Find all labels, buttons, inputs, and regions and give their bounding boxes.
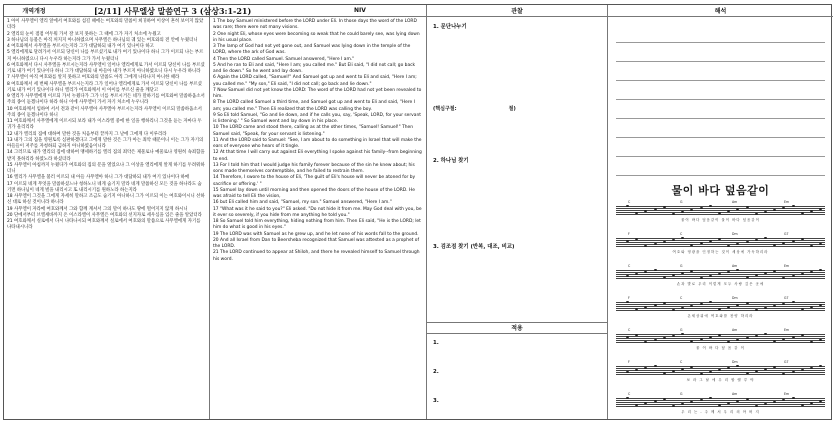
niv-verse: 12 At that time I will carry out against Eli everything I spoke against his family--from beginning to end. xyxy=(213,150,422,162)
music-note xyxy=(755,309,758,311)
music-note xyxy=(709,371,712,373)
music-note xyxy=(718,273,721,275)
music-note xyxy=(700,207,703,209)
music-note xyxy=(700,242,703,244)
chord-symbol: C xyxy=(680,232,683,236)
music-note xyxy=(746,372,749,374)
staff-line xyxy=(616,342,825,343)
korean-verse: 15 사무엘이 아침까지 누웠다가 여호와의 집의 문을 열었으나 그 이상을 엘리에게 알게 하기를 두려워하더니 xyxy=(7,162,205,174)
music-note xyxy=(801,404,804,406)
music-note xyxy=(810,245,813,247)
music-note xyxy=(718,308,721,310)
writing-line xyxy=(616,156,825,157)
niv-verse: 20 And all Israel from Dan to Beersheba recognized that Samuel was attested as a prophet of the LORD. xyxy=(213,237,420,249)
music-note xyxy=(746,337,749,339)
music-note xyxy=(792,205,795,207)
staff-line xyxy=(616,374,825,375)
music-note xyxy=(755,370,758,372)
writing-line xyxy=(616,42,825,43)
music-staff xyxy=(616,302,825,310)
music-note xyxy=(663,276,666,278)
korean-verse: 8 여호와께서 세 번째 사무엘을 부르시는지라 그가 일어나 엘리에게로 가서 이르되 당신이 나를 부르셨기로 내가 여기 있나이다 하니 엘리가 여호와께서 이 아이를 부르신 줄을 깨닫고 xyxy=(7,81,202,93)
staff-line xyxy=(616,244,825,245)
niv-verse: 8 The LORD called Samuel a third time, and Samuel got up and went to Eli and said, "Here I am; you called me." Then Eli realized that the LORD was calling the boy. xyxy=(213,100,415,112)
observation-header: 관찰 xyxy=(427,5,607,17)
niv-verse: 10 The LORD came and stood there, calling as at the other times, "Samuel! Samuel!" Then Samuel said, "Speak, for your servant is listening." xyxy=(213,125,414,137)
korean-verse: 12 내가 엘리의 집에 대하여 말한 것을 처음부터 끝까지 그 날에 그에게 다 이루리라 xyxy=(7,131,167,137)
music-staff xyxy=(616,366,825,374)
chord-symbol: G xyxy=(680,392,683,396)
chord-symbol: G7 xyxy=(784,296,789,300)
music-note xyxy=(810,271,813,273)
korean-verse: 9 엘리가 사무엘에게 이르되 가서 누웠다가 그가 너를 부르시거든 네가 말하기를 여호와여 말씀하옵소서 주의 종이 듣겠나이다 하라 하니 이에 사무엘이 가서 자기 처소에 누우니라 xyxy=(7,94,205,106)
chord-symbol: Em xyxy=(784,328,790,332)
music-note xyxy=(672,405,675,407)
music-note xyxy=(626,301,629,303)
music-note xyxy=(700,373,703,375)
niv-verse: 17 "What was it he said to you?" Eli asked. "Do not hide it from me. May God deal with you, be it ever so severely, if you hide from me anything he told you." xyxy=(213,206,422,218)
lyric-line: 물 이 바 다 덮 음 같 이 xyxy=(696,346,745,350)
music-note xyxy=(764,403,767,405)
music-note xyxy=(755,274,758,276)
application-item-2: 2. xyxy=(433,369,439,375)
music-note xyxy=(764,333,767,335)
chord-symbol: G xyxy=(680,200,683,204)
lyric-line: 보 라 그 날 에 우 리 할 렐 루 야 xyxy=(686,378,755,382)
chord-symbol: G7 xyxy=(784,360,789,364)
chord-symbol: Am xyxy=(732,264,738,268)
chord-symbol: C xyxy=(680,296,683,300)
application-item-1: 1. xyxy=(433,340,439,346)
niv-verse: 21 The LORD continued to appear at Shiloh, and there he revealed himself to Samuel through his word. xyxy=(213,250,420,262)
music-note xyxy=(700,338,703,340)
music-note xyxy=(654,243,657,245)
staff-line xyxy=(616,246,825,247)
music-note xyxy=(700,303,703,305)
staff-line xyxy=(616,338,825,339)
music-note xyxy=(755,213,758,215)
music-note xyxy=(718,404,721,406)
observation-key-verse: (핵심구절: 절) xyxy=(433,106,516,112)
music-note xyxy=(709,397,712,399)
korean-verse: 2 엘리의 눈이 점점 어두워 가서 잘 보지 못하는 그 때에 그가 자기 처소에 누웠고 xyxy=(7,31,161,37)
worksheet-frame xyxy=(3,4,832,420)
music-note xyxy=(626,336,629,338)
niv-verses xyxy=(210,17,426,265)
interpretation-header: 해석 xyxy=(608,5,833,17)
music-note xyxy=(801,238,804,240)
niv-verse: 14 Therefore, I swore to the house of Eli, 'The guilt of Eli's house will never be atoned for by sacrifice or offering.' " xyxy=(213,175,416,187)
chord-symbol: F xyxy=(628,296,630,300)
chord-symbol: C xyxy=(628,200,631,204)
music-note xyxy=(709,205,712,207)
observation-item-paragraphs: 1. 문단나누기 xyxy=(433,24,467,30)
music-note xyxy=(755,239,758,241)
music-note xyxy=(672,335,675,337)
chord-symbol: Am xyxy=(732,200,738,204)
music-note xyxy=(764,211,767,213)
observation-column xyxy=(427,5,608,419)
korean-verse: 14 그러므로 내가 엘리의 집에 대하여 맹세하기를 엘리 집의 죄악은 제물로나 예물로나 영원히 속죄함을 받지 못하리라 하였노라 하셨더라 xyxy=(7,150,205,162)
music-note xyxy=(792,301,795,303)
music-note xyxy=(801,308,804,310)
study-title: [2/11] 사무엘상 말씀연구 3 (삼상3:1-21) xyxy=(94,6,252,16)
chord-symbol: C xyxy=(628,264,631,268)
staff-line xyxy=(616,310,825,311)
music-note xyxy=(654,269,657,271)
writing-line xyxy=(616,80,825,81)
korean-verse: 19 사무엘이 자라매 여호와께서 그와 함께 계셔서 그의 말이 하나도 땅에 떨어지지 않게 하시니 xyxy=(7,206,188,212)
niv-header xyxy=(94,5,426,17)
korean-verse: 5 엘리에게로 달려가서 이르되 당신이 나를 부르셨기로 내가 여기 있나이다 하니 그가 이르되 나는 부르지 아니하였으니 다시 누우라 하는지라 그가 가서 누웠더니 xyxy=(7,50,204,62)
music-note xyxy=(764,237,767,239)
music-note xyxy=(672,213,675,215)
music-note xyxy=(792,336,795,338)
chord-symbol: F xyxy=(628,232,630,236)
lyric-line: 손과 발로 우리 이렇게 모두 사랑 깊은 곳에 xyxy=(676,282,765,286)
chord-symbol: G xyxy=(680,328,683,332)
music-note xyxy=(663,398,666,400)
writing-line xyxy=(616,99,825,100)
staff-line xyxy=(616,278,825,279)
music-note xyxy=(654,304,657,306)
niv-verse: 5 And he ran to Eli and said, "Here I am; you called me." But Eli said, "I did not call; go back and lie down." So he went and lay down. xyxy=(213,62,416,74)
korean-verse: 20 단에서부터 브엘세바까지 온 이스라엘이 사무엘은 여호와의 선지자로 세우심을 입은 줄을 알았더라 xyxy=(7,212,202,218)
niv-verse: 7 Now Samuel did not yet know the LORD: The word of the LORD had not yet been revealed to him. xyxy=(213,87,422,99)
application-item-3: 3. xyxy=(433,398,439,404)
korean-verse: 10 여호와께서 임하여 서서 전과 같이 사무엘아 사무엘아 부르시는지라 사무엘이 이르되 말씀하옵소서 주의 종이 듣겠나이다 하니 xyxy=(7,106,202,118)
niv-verse: 15 Samuel lay down until morning and then opened the doors of the house of the LORD. He was afraid to tell Eli the vision, xyxy=(213,187,415,199)
music-note xyxy=(755,335,758,337)
staff-line xyxy=(616,340,825,341)
chord-symbol: Dm xyxy=(732,296,738,300)
music-note xyxy=(672,309,675,311)
staff-line xyxy=(616,400,825,401)
writing-line xyxy=(616,137,825,138)
music-note xyxy=(672,370,675,372)
chord-symbol: Am xyxy=(732,392,738,396)
music-note xyxy=(626,205,629,207)
lyric-line: 우 리 는 - 주 께 서 우 리 의 아 버 지 xyxy=(681,410,760,414)
music-note xyxy=(709,336,712,338)
niv-verse: 1 The boy Samuel ministered before the LORD under Eli. In those days the word of the LORD was rare; there were not many visions. xyxy=(213,19,417,31)
music-note xyxy=(746,302,749,304)
korean-column xyxy=(4,5,210,419)
music-note xyxy=(700,277,703,279)
writing-line xyxy=(616,175,825,176)
music-note xyxy=(663,302,666,304)
chord-symbol: C xyxy=(680,360,683,364)
chord-symbol: C xyxy=(628,392,631,396)
music-note xyxy=(810,341,813,343)
niv-verse: 11 And the LORD said to Samuel: "See, I am about to do something in Israel that will make the ears of everyone who hears of it tingle. xyxy=(213,137,422,149)
song-title: 물이 바다 덮음같이 xyxy=(671,184,770,197)
music-note xyxy=(718,334,721,336)
music-note xyxy=(746,241,749,243)
staff-line xyxy=(616,366,825,367)
staff-line xyxy=(616,208,825,209)
staff-line xyxy=(616,304,825,305)
music-note xyxy=(709,240,712,242)
korean-verse: 11 여호와께서 사무엘에게 이르시되 보라 내가 이스라엘 중에 한 일을 행하리니 그것을 듣는 자마다 두 귀가 울리리라 xyxy=(7,119,202,131)
music-note xyxy=(663,206,666,208)
chord-symbol: Em xyxy=(784,392,790,396)
music-note xyxy=(810,402,813,404)
staff-line xyxy=(616,402,825,403)
music-note xyxy=(672,274,675,276)
lyric-line: 온세상위에 여호와를 찬양 하리라 xyxy=(687,314,754,318)
music-note xyxy=(663,241,666,243)
staff-line xyxy=(616,214,825,215)
korean-verse: 3 하나님의 등불은 아직 꺼지지 아니하였으며 사무엘은 하나님의 궤 있는 여호와의 전 안에 누웠더니 xyxy=(7,37,198,43)
music-note xyxy=(792,371,795,373)
niv-verse: 6 Again the LORD called, "Samuel!" And Samuel got up and went to Eli and said, "Here I am; you called me." "My son," Eli said, "I did not call; go back and lie down." xyxy=(213,75,417,87)
korean-verse: 6 여호와께서 다시 사무엘을 부르시는지라 사무엘이 일어나 엘리에게로 가서 이르되 당신이 나를 부르셨기로 내가 여기 있나이다 하니 그가 대답하되 내 아들아 내가 부르지 아니하였으니 다시 누우라 하니라 xyxy=(7,62,205,74)
music-note xyxy=(709,275,712,277)
music-note xyxy=(792,275,795,277)
niv-verse: 9 So Eli told Samuel, "Go and lie down, and if he calls you, say, 'Speak, LORD, for your servant is listening.' " So Samuel went and lay down in his place. xyxy=(213,112,421,124)
music-note xyxy=(792,397,795,399)
korean-verse: 1 아이 사무엘이 엘리 앞에서 여호와를 섬길 때에는 여호와의 말씀이 희귀하여 이상이 흔히 보이지 않았더라 xyxy=(7,19,204,31)
music-note xyxy=(654,208,657,210)
music-note xyxy=(654,400,657,402)
niv-verse: 13 For I told him that I would judge his family forever because of the sin he knew about; his sons made themselves contemptible, and he failed to restrain them. xyxy=(213,162,415,174)
music-note xyxy=(810,210,813,212)
music-staff xyxy=(616,270,825,278)
music-note xyxy=(709,301,712,303)
niv-version-label: NIV xyxy=(354,7,366,14)
music-staff xyxy=(616,238,825,246)
observation-item-find-god: 2. 하나님 찾기 xyxy=(433,158,469,164)
music-note xyxy=(746,398,749,400)
music-note xyxy=(764,307,767,309)
music-staff xyxy=(616,398,825,406)
music-note xyxy=(764,272,767,274)
korean-verse: 13 내가 그의 집을 영원토록 심판하겠다고 그에게 말한 것은 그가 아는 죄악 때문이니 이는 그가 자기의 아들들이 저주를 자청하되 금하지 아니하였음이니라 xyxy=(7,137,204,149)
chord-symbol: Dm xyxy=(732,232,738,236)
music-note xyxy=(801,212,804,214)
niv-verse: 4 Then the LORD called Samuel. Samuel answered, "Here I am." xyxy=(213,56,355,62)
chord-symbol: Em xyxy=(784,200,790,204)
application-section xyxy=(427,322,607,419)
music-staff xyxy=(616,206,825,214)
music-note xyxy=(663,372,666,374)
korean-verse: 16 엘리가 사무엘을 불러 이르되 내 아들 사무엘아 하니 그가 대답하되 내가 여기 있나이다 하매 xyxy=(7,175,190,181)
chord-symbol: C xyxy=(628,328,631,332)
lyric-line: 물이 바다 덮음같이 물이 바다 덮음같이 xyxy=(681,218,760,222)
niv-verse: 3 The lamp of God had not yet gone out, and Samuel was lying down in the temple of the LORD, where the ark of God was. xyxy=(213,44,411,56)
sheet-music xyxy=(616,182,825,417)
music-note xyxy=(810,306,813,308)
music-note xyxy=(663,337,666,339)
staff-line xyxy=(616,210,825,211)
staff-line xyxy=(616,406,825,407)
writing-line xyxy=(616,118,825,119)
chord-symbol: Am xyxy=(732,328,738,332)
music-note xyxy=(626,275,629,277)
niv-verse: 19 The LORD was with Samuel as he grew up, and he let none of his words fall to the ground. xyxy=(213,231,419,237)
music-note xyxy=(764,368,767,370)
application-header: 적용 xyxy=(427,323,607,334)
korean-version-label: 개역개정 xyxy=(22,8,46,15)
music-note xyxy=(801,334,804,336)
music-note xyxy=(746,206,749,208)
observation-item-checkpoints: 3. 검조점 찾기 (반복, 대조, 비교) xyxy=(433,244,515,250)
music-note xyxy=(718,212,721,214)
music-note xyxy=(700,399,703,401)
music-note xyxy=(626,240,629,242)
music-note xyxy=(801,369,804,371)
korean-verse: 4 여호와께서 사무엘을 부르시는지라 그가 대답하되 내가 여기 있나이다 하고 xyxy=(7,44,154,49)
music-note xyxy=(654,339,657,341)
music-note xyxy=(810,367,813,369)
interpretation-column xyxy=(608,5,833,419)
korean-verses xyxy=(4,17,209,234)
chord-symbol: Dm xyxy=(732,360,738,364)
niv-verse: 18 So Samuel told him everything, hiding nothing from him. Then Eli said, "He is the LORD; let him do what is good in his eyes." xyxy=(213,219,421,231)
music-staff xyxy=(616,334,825,342)
chord-symbol: G7 xyxy=(784,232,789,236)
staff-line xyxy=(616,270,825,271)
chord-symbol: Em xyxy=(784,264,790,268)
music-note xyxy=(718,238,721,240)
korean-verse: 7 사무엘이 아직 여호와를 알지 못하고 여호와의 말씀도 아직 그에게 나타나지 아니한 때라 xyxy=(7,75,180,81)
music-note xyxy=(801,273,804,275)
staff-line xyxy=(616,242,825,243)
music-note xyxy=(626,371,629,373)
music-note xyxy=(746,276,749,278)
chord-symbol: G xyxy=(680,264,683,268)
music-note xyxy=(755,405,758,407)
niv-verse: 16 but Eli called him and said, "Samuel, my son." Samuel answered, "Here I am." xyxy=(213,200,392,206)
music-note xyxy=(672,239,675,241)
lyric-line: 여호와 영광을 인정하는 것이 세상에 가득하리라 xyxy=(672,250,769,254)
music-note xyxy=(654,365,657,367)
music-note xyxy=(792,240,795,242)
staff-line xyxy=(616,306,825,307)
music-note xyxy=(626,397,629,399)
music-note xyxy=(718,369,721,371)
niv-verse: 2 One night Eli, whose eyes were becoming so weak that he could barely see, was lying down in his usual place. xyxy=(213,31,420,43)
korean-verse: 17 이르되 네게 무엇을 말씀하셨느냐 청하노니 네게 숨기지 말라 네게 말씀하신 모든 것을 하나라도 숨기면 하나님이 네게 벌을 내리시고 또 내리시기를 원하노라 하는지라 xyxy=(7,181,202,193)
korean-verse: 21 여호와께서 실로에서 다시 나타나시되 여호와께서 실로에서 여호와의 말씀으로 사무엘에게 자기를 나타내시니라 xyxy=(7,219,201,231)
chord-symbol: F xyxy=(628,360,630,364)
writing-line xyxy=(616,61,825,62)
korean-verse: 18 사무엘이 그것을 그에게 자세히 말하고 조금도 숨기지 아니하니 그가 이르되 이는 여호와이시니 선하신 대로 하실 것이니라 하니라 xyxy=(7,194,205,206)
